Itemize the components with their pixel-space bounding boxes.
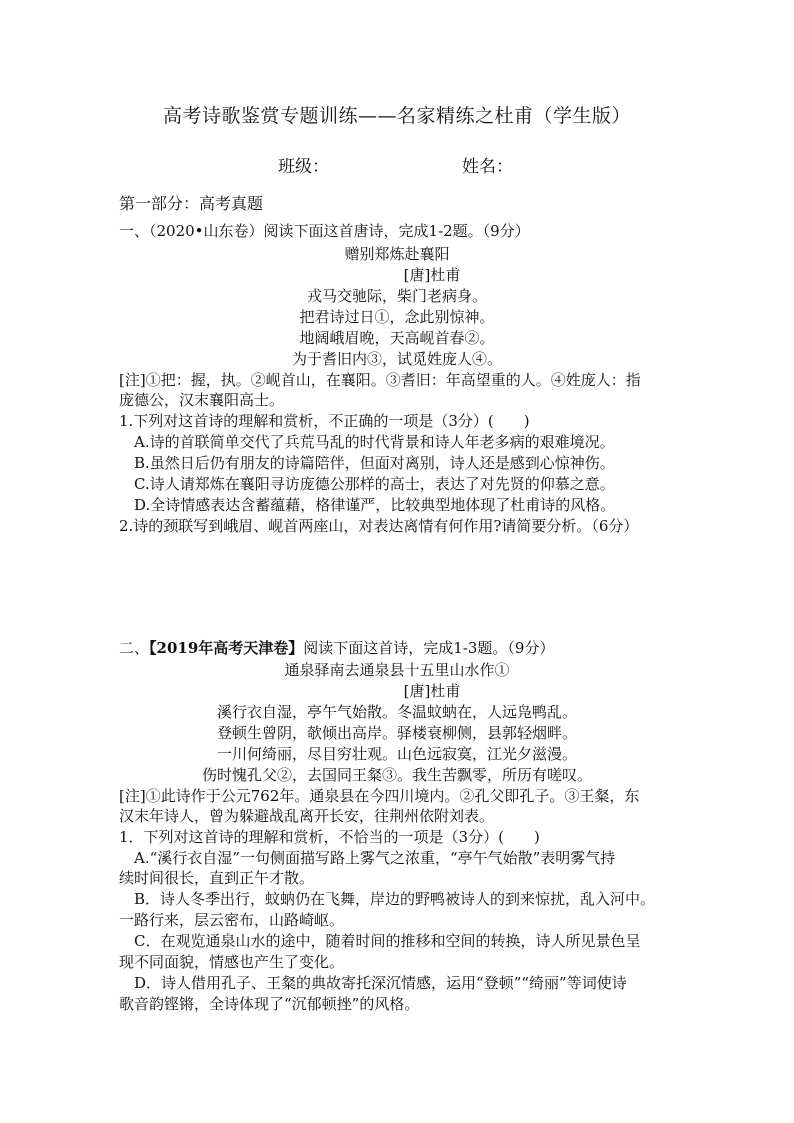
q2-note: [注]①此诗作于公元762年。通泉县在今四川境内。②孔父即孔子。③王粲，东 (119, 787, 640, 805)
q2-note-cont: 汉末年诗人，曾为躲避战乱离开长安，往荆州依附刘表。 (119, 807, 495, 825)
q2-option-a-cont: 续时间很长，直到正午才散。 (119, 869, 315, 887)
q2-poem-author: [唐]杜甫 (403, 682, 461, 700)
q2-option-b-cont: 一路行来，层云密布，山路崎岖。 (119, 911, 345, 929)
q1-option-c: C.诗人请郑炼在襄阳寻访庞德公那样的高士，表达了对先贤的仰慕之意。 (134, 475, 615, 493)
q2-poem-line: 溪行衣自湿，亭午气始散。冬温蚊蚋在，人远凫鸭乱。 (216, 703, 577, 721)
class-label: 班级： (278, 157, 329, 177)
q1-poem-title: 赠别郑炼赴襄阳 (344, 245, 450, 263)
q2-option-d: D．诗人借用孔子、王粲的典故寄托深沉情感，运用“登顿”“绮丽”等词使诗 (134, 974, 627, 992)
q1-question-2: 2.诗的颈联写到峨眉、岘首两座山，对表达离情有何作用?请简要分析。（6分） (119, 517, 639, 535)
q1-question-1: 1.下列对这首诗的理解和赏析，不正确的一项是（3分）( ) (119, 412, 530, 430)
q2-option-c-cont: 现不同面貌，情感也产生了变化。 (119, 953, 345, 971)
student-info-row (0, 152, 794, 176)
q2-poem-line: 登顿生曾阴，欹倾出高岸。驿楼衰柳侧，县郭轻烟畔。 (216, 724, 577, 742)
q2-option-a: A.“溪行衣自湿”一句侧面描写路上雾气之浓重，“亭午气始散”表明雾气持 (134, 849, 616, 867)
q2-intro (119, 638, 554, 658)
q2-question-1: 1．下列对这首诗的理解和赏析，不恰当的一项是（3分）( ) (119, 828, 540, 846)
q2-poem-line: 一川何绮丽，尽目穷壮观。山色远寂寞，江光夕滋漫。 (216, 745, 577, 763)
q1-note: [注]①把：握，执。②岘首山，在襄阳。③耆旧：年高望重的人。④姓庞人：指 (119, 371, 641, 389)
q2-option-d-cont: 歌音韵铿锵，全诗体现了“沉郁顿挫”的风格。 (119, 995, 420, 1013)
q2-intro-rest: 阅读下面这首诗，完成1-3题。（9分） (303, 639, 555, 657)
q2-poem-title: 通泉驿南去通泉县十五里山水作① (284, 661, 510, 679)
q1-poem-line: 戎马交驰际，柴门老病身。 (306, 287, 487, 305)
q1-poem-line: 为于耆旧内③，试觅姓庞人④。 (291, 350, 502, 368)
q1-option-b: B.虽然日后仍有朋友的诗篇陪伴，但面对离别，诗人还是感到心惊神伤。 (134, 454, 615, 472)
q2-intro-source: 【2019年高考天津卷】 (149, 639, 304, 657)
part1-heading: 第一部分：高考真题 (119, 194, 264, 213)
q1-option-d: D.全诗情感表达含蓄蕴藉，格律谨严，比较典型地体现了杜甫诗的风格。 (134, 496, 616, 514)
q2-option-c: C．在观览通泉山水的途中，随着时间的推移和空间的转换，诗人所见景色呈 (134, 932, 641, 950)
q1-note-cont: 庞德公，汉末襄阳高士。 (119, 391, 285, 409)
name-label: 姓名： (462, 157, 513, 177)
page-title: 高考诗歌鉴赏专题训练——名家精练之杜甫（学生版） (162, 105, 631, 127)
q2-poem-line: 伤时愧孔父②，去国同王粲③。我生苦飘零，所历有嗟叹。 (201, 766, 592, 784)
q2-option-b: B．诗人冬季出行，蚊蚋仍在飞舞，岸边的野鸭被诗人的到来惊扰，乱入河中。 (134, 890, 656, 908)
q2-intro-prefix: 二、 (119, 639, 150, 657)
q1-option-a: A.诗的首联简单交代了兵荒马乱的时代背景和诗人年老多病的艰难境况。 (134, 433, 615, 451)
q1-poem-line: 把君诗过日①，念此别惊神。 (299, 308, 495, 326)
q1-poem-author: [唐]杜甫 (403, 266, 461, 284)
q1-poem-line: 地阔峨眉晚，天高岘首春②。 (299, 329, 495, 347)
q1-intro: 一、（2020•山东卷）阅读下面这首唐诗，完成1-2题。（9分） (119, 222, 530, 240)
